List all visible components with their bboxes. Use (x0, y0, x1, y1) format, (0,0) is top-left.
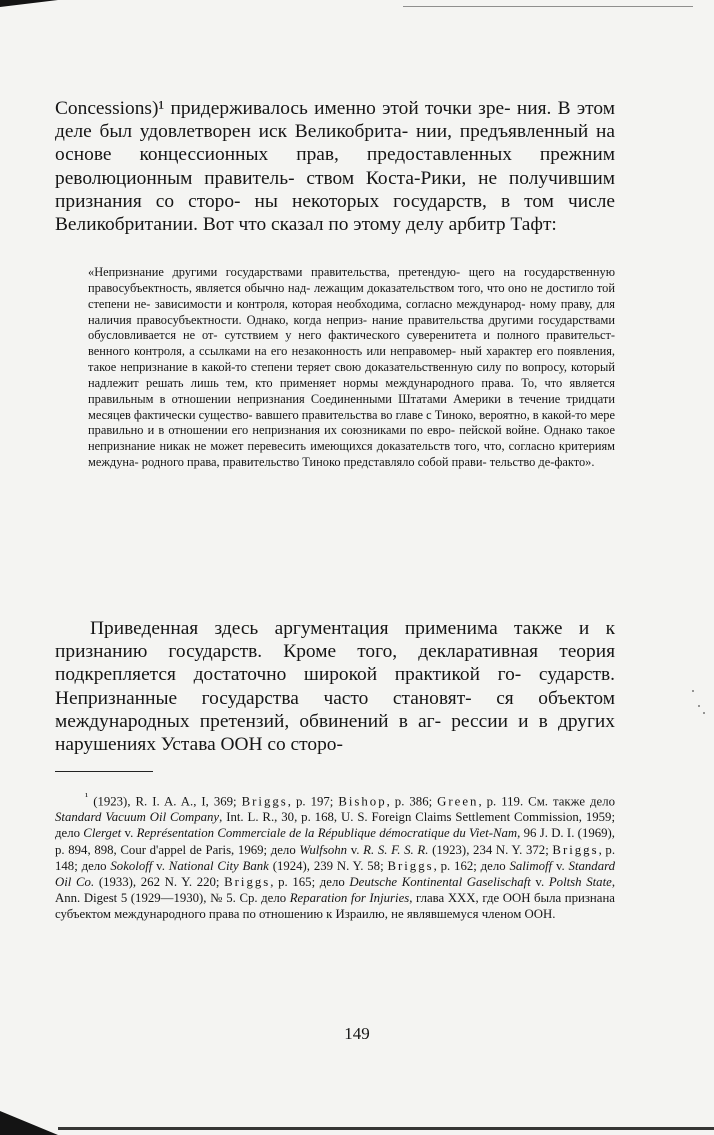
scan-corner-mark-bottom (0, 1111, 58, 1135)
margin-speck (692, 690, 694, 692)
margin-speck (698, 705, 700, 707)
quotation-block: «Непризнание другими государствами правительства, претендую- щего на государственную правосубъектность, является обычно над- лежащим доказательством того, что оно не достигло той степени не- зависимости и контроля, которая необходима, согласно международ- ному праву, для наличия правосубъектности. Однако, когда неприз- нание правительства другими государствами обусловливается не от- сутствием у него фактического суверенитета и полного правительст- венного контроля, а ссылками на его незаконность или неправомер- ный характер его появления, такое непризнание в какой-то степени теряет свою доказательственную силу по вопросу, который надлежит решать лишь тем, кто применяет нормы международного права. То, что является правильным в отношении непризнания Соединенными Штатами Америки в течение тридцати месяцев фактически существо- вавшего правительства во главе с Тиноко, вероятно, в какой-то мере правильно и в отношении его непризнания их союзниками по евро- пейской войне. Однако такое непризнание никак не может перевесить имеющихся доказательств того, что, согласно критериям междуна- родного права, правительство Тиноко представляло собой прави- тельство де-факто». (88, 265, 616, 470)
page-number: 149 (344, 1024, 370, 1043)
scan-edge-line-top (403, 6, 693, 7)
margin-speck (703, 712, 705, 714)
scan-corner-mark-top (0, 0, 58, 7)
scan-edge-line-bottom (58, 1127, 714, 1130)
body-paragraph-1: Concessions)¹ придерживалось именно этой точки зре- ния. В этом деле был удовлетворен иск Великобрита- нии, предъявленный на основе концессионных прав, предоставленных прежним революционным правитель- ством Коста-Рики, не получившим признания со сторо- ны некоторых государств, в том числе Великобритании. Вот что сказал по этому делу арбитр Тафт: (55, 98, 616, 236)
footnote-mark: ¹ (85, 792, 89, 803)
body-paragraph-2: Приведенная здесь аргументация применима также и к признанию государств. Кроме того, декларативная теория подкрепляется достаточно широкой практикой го- сударств. Непризнанные государства часто становят- ся объектом международных претензий, обвинений в аг- рессии и в других нарушениях Устава ООН со сторо- (55, 618, 615, 756)
footnote-separator (55, 771, 153, 772)
footnote: $^{^1}$ (1923), R. I. A. A., I, 369; Briggs, p. 197; Bishop, p. 386; Green, p. 119. См. также дело Standard Vacuum Oil Company, Int. L. R., 30, p. 168, U. S. Foreign Claims Settlement Commission, 1959; дело Clerget v. Représentation Commerciale de la République démocratique du Viet-Nam, 96 J. D. I. (1969), p. 894, 898, Cour d'appel de Paris, 1969; дело Wulfsohn v. R. S. F. S. R. (1923), 234 N. Y. 372; Briggs, p. 148; дело Sokoloff v. National City Bank (1924), 239 N. Y. 58; Briggs, p. 162; дело Salimoff v. Standard Oil Co. (1933), 262 N. Y. 220; Briggs, p. 165; дело Deutsche Kontinental Gaselischaft v. Poltsh State, Ann. Digest 5 (1929—1930), № 5. Ср. дело Reparation for Injuries, глава XXX, где ООН была признана субъектом международного права по отношению к Израилю, не являвшемуся членом ООН. (55, 792, 616, 921)
